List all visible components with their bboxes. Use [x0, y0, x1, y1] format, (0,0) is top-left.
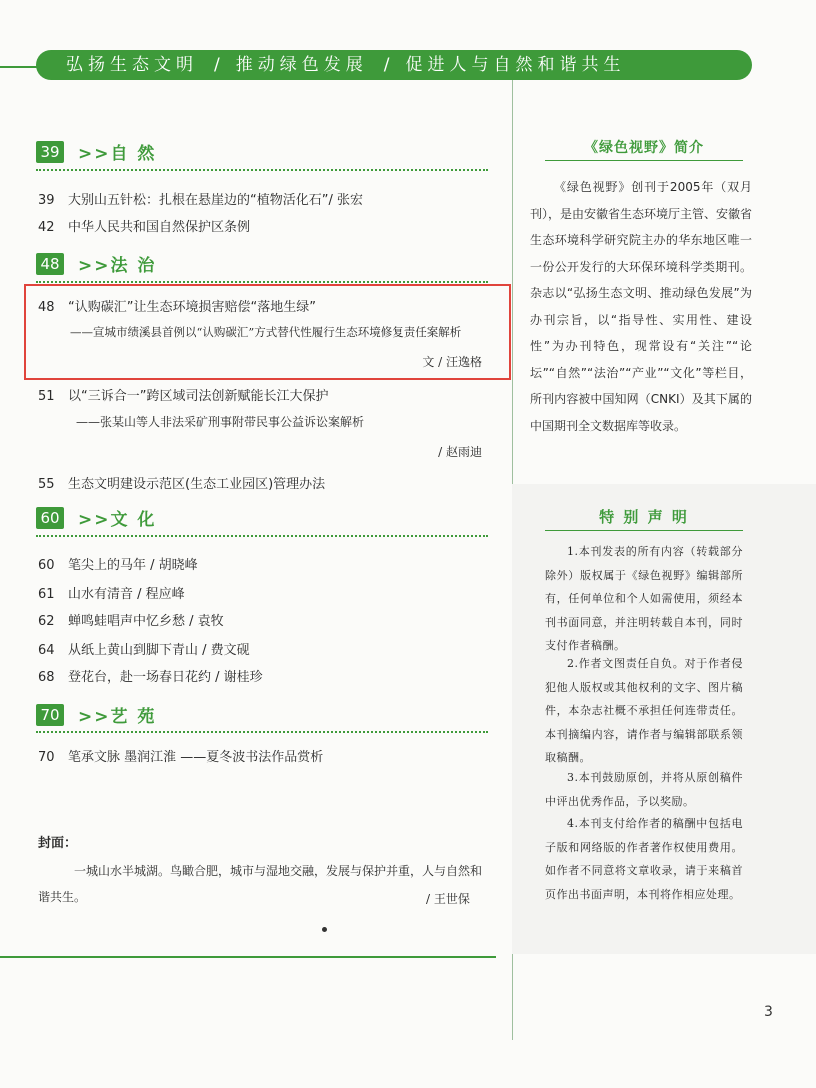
notice-title: 特 别 声 明	[599, 508, 689, 526]
header-left-rule	[0, 66, 40, 68]
section-title: >>艺 苑	[78, 707, 157, 727]
intro-title: 《绿色视野》简介	[584, 140, 704, 156]
toc-entry[interactable]: 39 大别山五针松：扎根在悬崖边的“植物活化石”/ 张宏	[38, 193, 363, 208]
section-header-nature	[36, 139, 156, 164]
section-number: 70	[36, 704, 64, 726]
toc-entry[interactable]: 62 蝉鸣蛙唱声中忆乡愁 / 袁牧	[38, 614, 224, 629]
banner-separator: /	[383, 55, 390, 75]
header-banner	[36, 50, 752, 80]
section-number: 48	[36, 253, 64, 275]
toc-entry[interactable]: 51 以“三诉合一”跨区域司法创新赋能长江大保护	[38, 389, 329, 404]
dotted-divider	[36, 281, 488, 283]
toc-subtitle: ——张某山等人非法采矿刑事附带民事公益诉讼案解析	[76, 415, 365, 429]
toc-author: / 赵雨迪	[438, 445, 482, 459]
toc-author: 文 / 汪逸格	[422, 355, 482, 369]
toc-subtitle: ——宣城市绩溪县首例以“认购碳汇”方式替代性履行生态环境修复责任案解析	[70, 325, 462, 339]
notice-rule	[545, 530, 743, 531]
notice-item: 4.本刊支付给作者的稿酬中包括电子版和网络版的作者著作权使用费用。如作者不同意将文章收录，请于来稿首页作出书面声明，本刊将作相应处理。	[545, 817, 743, 901]
intro-text: 《绿色视野》创刊于2005年（双月刊），是由安徽省生态环境厅主管、安徽省生态环境科学研究院主办的华东地区唯一一份公开发行的大环保环境科学类期刊。杂志以“弘扬生态文明、推动绿色发展”为办刊宗旨，以“指导性、实用性、建设性”为办刊特色，现常设有“关注”“论坛”“自然”“法治”“产业”“文化”等栏目，所刊内容被中国知网（CNKI）及其下属的中国期刊全文数据库等收录。	[530, 180, 753, 433]
dotted-divider	[36, 535, 488, 537]
section-number: 60	[36, 507, 64, 529]
banner-separator: /	[214, 55, 220, 75]
toc-entry[interactable]: 48 “认购碳汇”让生态环境损害赔偿“落地生绿”	[38, 300, 316, 315]
toc-entry[interactable]: 64 从纸上黄山到脚下青山 / 费文砚	[38, 643, 250, 658]
toc-entry[interactable]: 42 中华人民共和国自然保护区条例	[38, 220, 251, 235]
section-title: >>自 然	[78, 144, 157, 164]
section-number: 39	[36, 141, 64, 163]
cover-label: 封面：	[38, 836, 78, 851]
banner-slogan-3: 促进人与自然和谐共生	[405, 55, 626, 75]
section-title: >>文 化	[78, 510, 157, 530]
toc-entry[interactable]: 60 笔尖上的马年 / 胡晓峰	[38, 558, 198, 573]
banner-slogan-2: 推动绿色发展	[235, 55, 368, 75]
intro-rule	[545, 160, 743, 161]
cover-author: / 王世保	[426, 892, 470, 906]
toc-entry[interactable]: 61 山水有清音 / 程应峰	[38, 587, 185, 602]
section-header-culture	[36, 505, 156, 530]
notice-item: 3.本刊鼓励原创，并将从原创稿件中评出优秀作品，予以奖励。	[545, 771, 743, 808]
bottom-rule	[0, 956, 496, 958]
banner-slogan-1: 弘扬生态文明	[66, 55, 198, 75]
decorative-dot	[322, 927, 327, 932]
dotted-divider	[36, 731, 488, 733]
cover-description: 一城山水半城湖。鸟瞰合肥，城市与湿地交融，发展与保护并重，人与自然和谐共生。	[38, 864, 483, 904]
section-title: >>法 治	[78, 256, 157, 276]
notice-item: 2.作者文图责任自负。对于作者侵犯他人版权或其他权利的文字、图片稿件，本杂志社概不承担任何连带责任。本刊摘编内容，请作者与编辑部联系领取稿酬。	[545, 657, 743, 764]
toc-entry[interactable]: 70 笔承文脉 墨润江淮 ——夏冬波书法作品赏析	[38, 750, 324, 765]
notice-item: 1.本刊发表的所有内容（转载部分除外）版权属于《绿色视野》编辑部所有，任何单位和个人如需使用，须经本刊书面同意，并注明转载自本刊，同时支付作者稿酬。	[545, 545, 743, 652]
toc-entry[interactable]: 68 登花台，赴一场春日花约 / 谢桂珍	[38, 670, 263, 685]
dotted-divider	[36, 169, 488, 171]
page-number: 3	[764, 1004, 773, 1020]
section-header-art	[36, 702, 156, 727]
section-header-law	[36, 251, 156, 276]
toc-entry[interactable]: 55 生态文明建设示范区(生态工业园区)管理办法	[38, 477, 326, 492]
